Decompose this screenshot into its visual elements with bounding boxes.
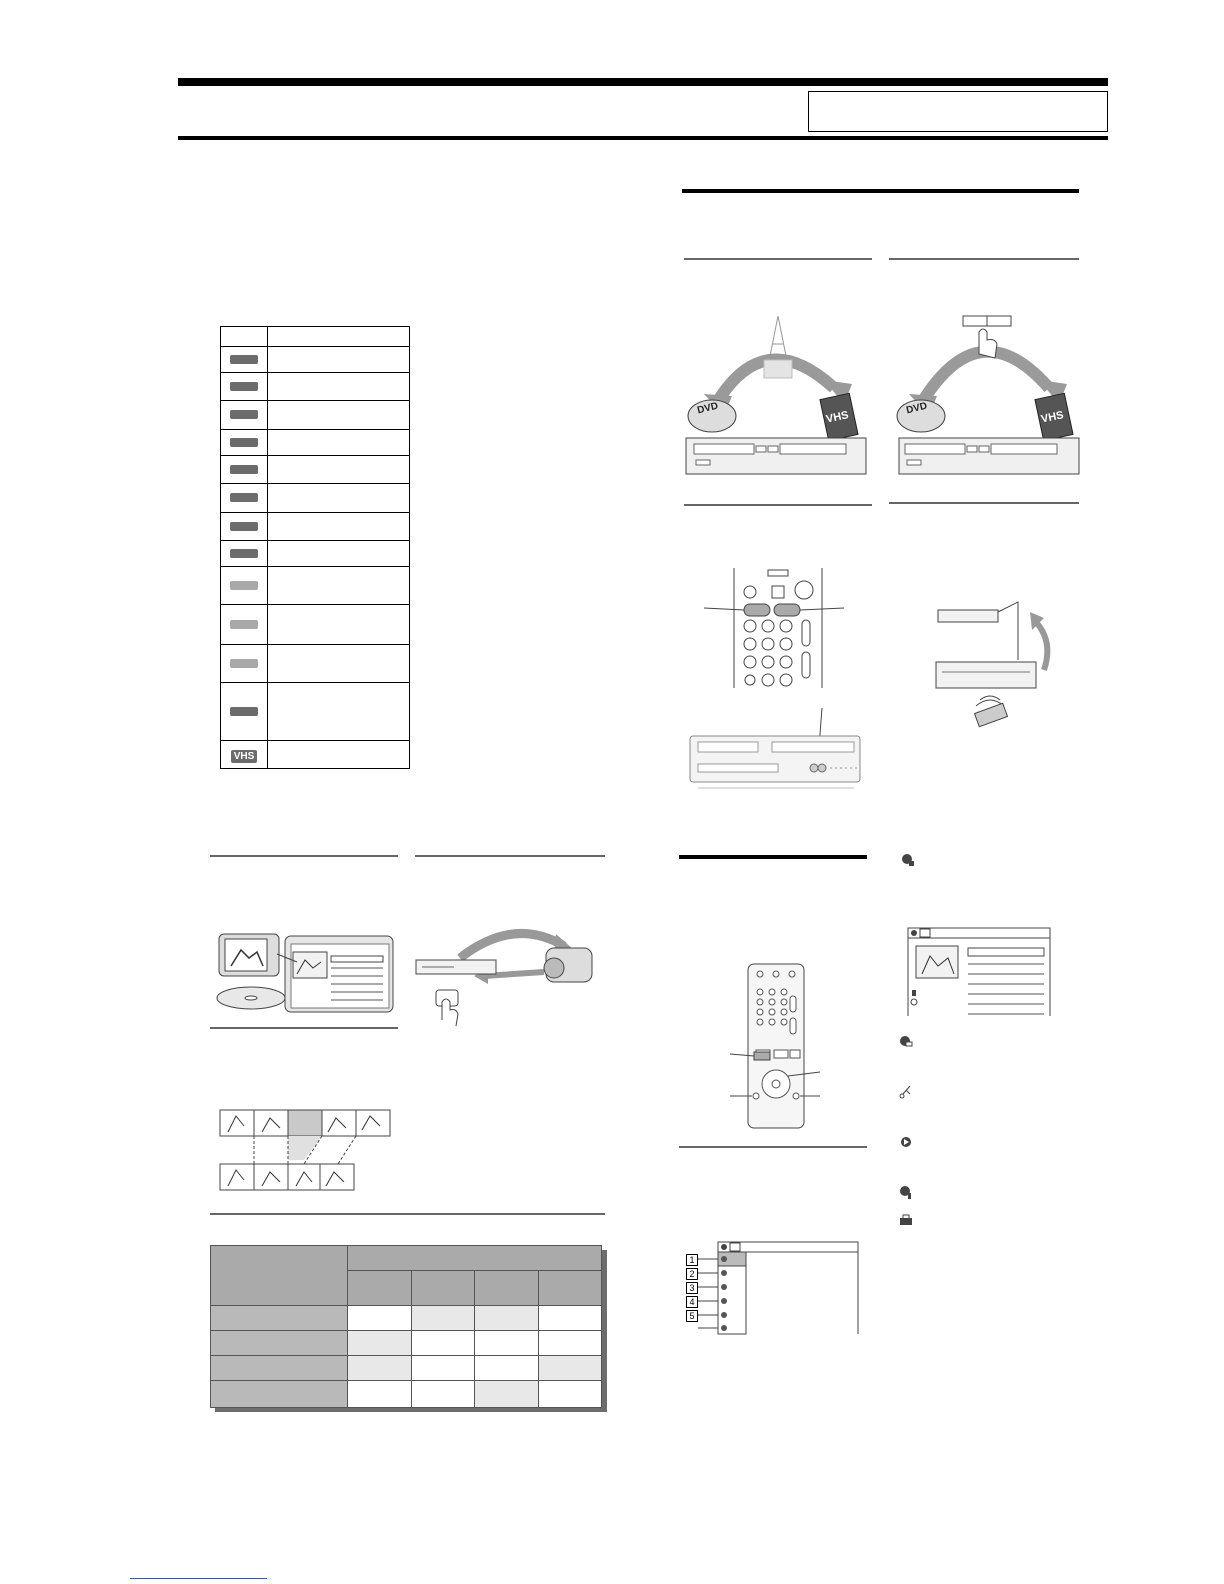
footer-link-underline[interactable] bbox=[130, 1578, 267, 1579]
section-heading-rule bbox=[679, 855, 867, 859]
scene-edit-illustration bbox=[218, 1108, 394, 1194]
table-row-header bbox=[211, 1381, 348, 1408]
disc-description bbox=[268, 484, 410, 513]
disc-description bbox=[268, 347, 410, 373]
dubbing-icon bbox=[898, 1134, 914, 1150]
disc-description bbox=[268, 541, 410, 567]
tools-menu-illustration bbox=[670, 1238, 862, 1338]
comparison-table bbox=[210, 1245, 602, 1408]
disc-type-icon bbox=[230, 549, 258, 558]
remote-full-illustration bbox=[730, 962, 826, 1130]
table-cell bbox=[475, 1356, 539, 1381]
section-rule bbox=[210, 855, 398, 857]
disc-info-icon bbox=[898, 1034, 914, 1050]
disc-type-icon bbox=[230, 659, 258, 668]
disc-type-icon bbox=[230, 522, 258, 531]
table-cell bbox=[538, 1306, 602, 1331]
section-rule bbox=[415, 855, 605, 857]
table-row-header bbox=[211, 1331, 348, 1356]
header-top-rule bbox=[178, 78, 1108, 86]
disc-description bbox=[268, 605, 410, 645]
callout-5: 5 bbox=[686, 1310, 698, 1322]
table-col-header bbox=[538, 1271, 602, 1306]
camcorder-dubbing-illustration bbox=[414, 920, 600, 1030]
remote-control-sensor-illustration bbox=[934, 600, 1064, 730]
table-cell bbox=[538, 1356, 602, 1381]
title-list-illustration bbox=[213, 930, 395, 1016]
disc-icon-table bbox=[220, 326, 410, 769]
disc-type-icon bbox=[230, 410, 258, 419]
section-heading-rule bbox=[682, 189, 1079, 193]
callout-2: 2 bbox=[686, 1268, 698, 1280]
disc-description bbox=[268, 645, 410, 683]
disc-type-icon bbox=[230, 382, 258, 391]
table-cell bbox=[411, 1306, 475, 1331]
disc-description bbox=[268, 373, 410, 401]
section-rule bbox=[210, 1027, 398, 1029]
disc-type-icon bbox=[230, 493, 258, 502]
disc-description bbox=[268, 430, 410, 456]
icon-column-header bbox=[221, 327, 268, 347]
comparison-table-wrapper bbox=[210, 1245, 602, 1407]
disc-description bbox=[268, 456, 410, 484]
table-row-header bbox=[211, 1306, 348, 1331]
broadcast-recording-illustration bbox=[684, 308, 866, 480]
header-tab-box bbox=[808, 91, 1108, 132]
disc-type-icon bbox=[230, 620, 258, 629]
table-cell bbox=[411, 1356, 475, 1381]
table-cell bbox=[475, 1331, 539, 1356]
table-cell bbox=[411, 1381, 475, 1408]
table-cell bbox=[538, 1381, 602, 1408]
edit-scissors-icon bbox=[898, 1084, 914, 1100]
callout-4: 4 bbox=[686, 1296, 698, 1308]
disc-type-icon bbox=[230, 581, 258, 590]
section-rule bbox=[210, 1213, 605, 1215]
table-cell bbox=[348, 1306, 412, 1331]
description-column-header bbox=[268, 327, 410, 347]
table-cell bbox=[538, 1331, 602, 1356]
callout-3: 3 bbox=[686, 1282, 698, 1294]
vhs-cassette-label: VHS bbox=[825, 409, 850, 426]
header-bottom-rule bbox=[178, 136, 1108, 140]
disc-description bbox=[268, 567, 410, 605]
disc-description bbox=[268, 401, 410, 430]
section-rule bbox=[684, 504, 872, 506]
disc-type-icon bbox=[230, 465, 258, 474]
table-col-header bbox=[411, 1271, 475, 1306]
disc-type-icon bbox=[230, 355, 258, 364]
table-cell bbox=[348, 1381, 412, 1408]
table-cell bbox=[348, 1331, 412, 1356]
disc-setup-icon bbox=[898, 1184, 914, 1200]
table-row-header bbox=[211, 1356, 348, 1381]
section-rule bbox=[889, 258, 1079, 260]
disc-type-icon bbox=[230, 438, 258, 447]
title-list-icon bbox=[900, 852, 916, 868]
section-rule bbox=[679, 1146, 867, 1148]
section-rule bbox=[889, 502, 1079, 504]
table-cell bbox=[475, 1381, 539, 1408]
disc-description bbox=[268, 741, 410, 769]
dubbing-illustration bbox=[899, 308, 1081, 480]
table-col-header bbox=[348, 1271, 412, 1306]
dvd-disc-label: DVD bbox=[905, 400, 929, 417]
disc-description bbox=[268, 683, 410, 741]
vhs-cassette-label: VHS bbox=[1040, 409, 1065, 426]
table-group-header bbox=[348, 1246, 602, 1271]
toolbox-icon bbox=[898, 1212, 914, 1228]
disc-description bbox=[268, 513, 410, 541]
table-col-header bbox=[475, 1271, 539, 1306]
table-title-cell bbox=[211, 1246, 348, 1306]
remote-dvd-vhs-buttons-illustration bbox=[704, 568, 852, 690]
callout-1: 1 bbox=[686, 1254, 698, 1266]
menu-screen-illustration bbox=[906, 926, 1052, 1018]
disc-type-icon bbox=[230, 707, 258, 716]
table-cell bbox=[348, 1356, 412, 1381]
front-panel-illustration bbox=[688, 708, 866, 794]
dvd-disc-label: DVD bbox=[696, 400, 720, 417]
table-cell bbox=[411, 1331, 475, 1356]
vhs-icon: VHS bbox=[231, 750, 258, 763]
table-cell bbox=[475, 1306, 539, 1331]
section-rule bbox=[684, 258, 872, 260]
